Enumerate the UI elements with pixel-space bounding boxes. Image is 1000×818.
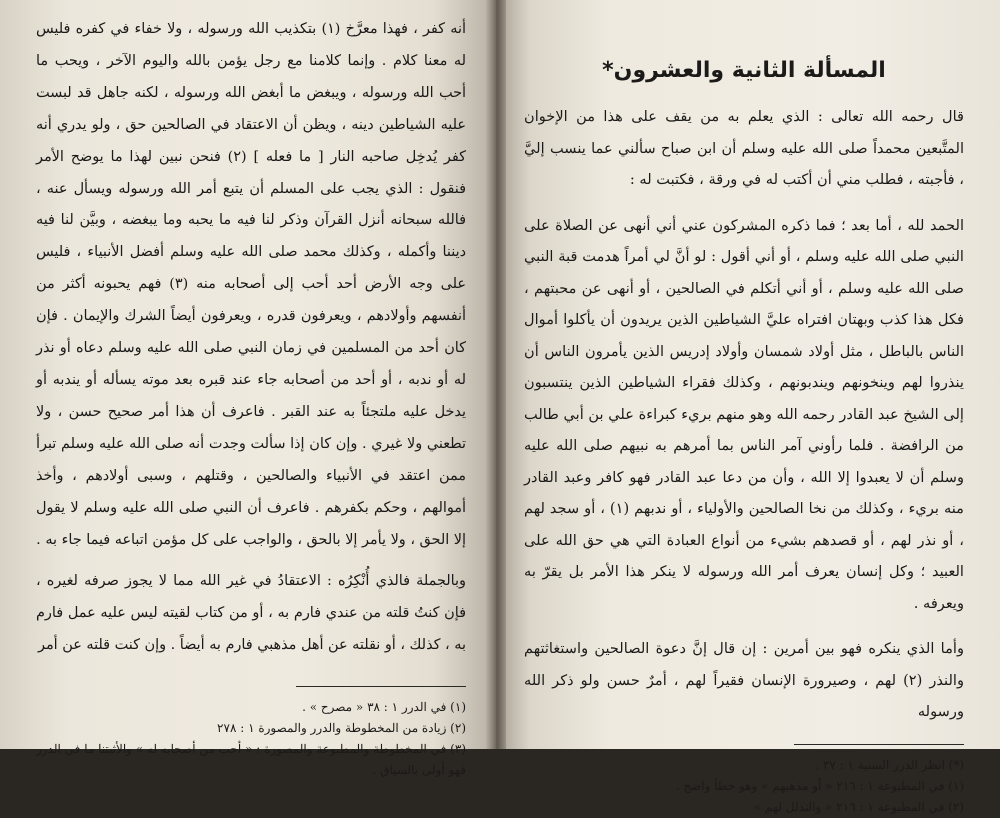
left-paragraph-2: وبالجملة فالذي أُنْكِرُه : الاعتقادُ في غير الله مما لا يجوز صرفه لغيره ، فإن كنتُ قلته من عندي فارم به ، أو من كتاب لقيته ليس عليه عمل فارم به ، كذلك ، أو نقلته عن أهل مذهبي فارم به أيضاً . وإن كنت قلته عن أمر bbox=[36, 573, 466, 654]
left-footnotes bbox=[36, 697, 466, 781]
footnote: (٣) في المخطوطة والمطبوعة والمصورة : « أحب من أصحابه له » والأثبتنا ما في الدرر فهو أولى بالسياق . bbox=[35, 742, 466, 778]
footnote-separator bbox=[296, 686, 466, 687]
left-page-body bbox=[36, 14, 466, 662]
footnote: (١) في المطبوعة ١ : ٢١٦ « أو مذهبهم » وهو خطأ واضح . bbox=[675, 778, 964, 793]
left-paragraph-1: أنه كفر ، فهذا معرَّخ (١) بتكذيب الله ورسوله ، ولا خفاء في كفره فليس له معنا كلام . وإنما كلامنا مع رجل يؤمن بالله واليوم الآخر ، ويحب ما أحب الله ورسوله ، ويبغض ما أبغض الله ورسوله ، لكنه جاهل قد لبست عليه الشياطين دينه ، ويظن أن الاعتقاد في الصالحين حق ، ولو يدري أنه كفر يُدخِل صاحبه النار [ ما فعله ] (٢) فنحن نبين لهذا ما يوضح الأمر فنقول : الذي يجب على المسلم أن يتبع أمر الله ورسوله ويسأل عنه ، فالله سبحانه أنزل القرآن وذكر لنا فيه ما يحبه وما يبغضه ، وبيَّن لنا فيه ديننا وأكمله ، وكذلك محمد صلى الله عليه وسلم أفضل الأنبياء ، فليس على وجه الأرض أحد أحب إلى أصحابه منه (٣) فهم يحبونه أكثر من أنفسهم وأولادهم ، ويعرفون قدره ، ويعرفون أيضاً الشرك والإيمان . فإن كان أحد من المسلمين في زمان النبي صلى الله عليه وسلم دعاه أو نذر له أو ندبه ، أو أحد من أصحابه جاء عند قبره بعد موته يسأله أو يندبه أو يدخل عليه ملتجئاً به عند القبر . فاعرف أن هذا أمر صحيح حسن ، ولا تطعني ولا غيري . وإن كان إذا سألت وجدت أنه صلى الله عليه وسلم تبرأ ممن اعتقد في الأنبياء والصالحين ، وقتلهم ، وسبى أولادهم ، وأخذ أموالهم ، وحكم بكفرهم . فاعرف أن النبي صلى الله عليه وسلم لا يقول إلا الحق ، ولا يأمر إلا بالحق ، والواجب على كل مؤمن اتباعه فيما جاء به . bbox=[36, 21, 466, 548]
footnote: (١) في الدرر ١ : ٣٨ « مصرح » . bbox=[302, 700, 466, 715]
book-gutter bbox=[486, 0, 506, 749]
right-page bbox=[500, 0, 1000, 814]
footnote: (٢) في المطبوعة ١ : ٢١٦ « والتذلل لهم » bbox=[753, 799, 964, 814]
footnote: (*) انظر الدرر السنية ١ : ٣٧ . bbox=[815, 757, 964, 772]
right-paragraph-2: الحمد لله ، أما بعد ؛ فما ذكره المشركون عني أني أنهى عن الصلاة على النبي صلى الله عليه وسلم ، أو أني أقول : لو أنَّ لي أمراً هدمت قبة النبي صلى الله عليه وسلم ، أو أني أتكلم في الصالحين ، أو أنهى عن محبتهم ، فكل هذا كذب وبهتان افتراه عليَّ الشياطين الذين يريدون أن يأكلوا أموال الناس بالباطل ، مثل أولاد شمسان وأولاد إدريس الذين يأمرون الناس أن ينذروا لهم وينخونهم ويندبونهم ، وكذلك فقراء الشياطين الذين ينتسبون إلى الشيخ عبد القادر رحمه الله وهو منهم بريء كبراءة علي بن أبي طالب من الرافضة . فلما رأوني آمر الناس بما أمرهم به نبيهم صلى الله عليه وسلم أن لا يعبدوا إلا الله ، وأن من دعا عبد القادر فهو كافر وعبد القادر منه بريء ، وكذلك من نخا الصالحين والأولياء ، أو ندبهم (١) ، أو سجد لهم ، أو نذر لهم ، أو قصدهم بشيء من أنواع العبادة التي هي حق الله على العبيد ؛ وكل إنسان يعرف أمر الله ورسوله لا ينكر هذا الأمر بل يقرّ به ويعرفه . bbox=[524, 216, 964, 612]
footnote: (٢) زيادة من المخطوطة والدرر والمصورة ١ : ٢٧٨ bbox=[217, 721, 466, 736]
right-footnotes bbox=[524, 755, 964, 818]
left-page bbox=[0, 0, 492, 778]
right-paragraph-3: وأما الذي ينكره فهو بين أمرين : إن قال إنَّ دعوة الصالحين واستغاثتهم والنذر (٢) لهم ، وصيرورة الإنسان فقيراً لهم ، أمرٌ حسن ولو ذكر الله ورسوله bbox=[524, 640, 964, 720]
right-page-body bbox=[524, 101, 964, 728]
footnote-separator bbox=[794, 744, 964, 745]
right-paragraph-1: قال رحمه الله تعالى : الذي يعلم به من يقف على هذا من الإخوان المتَّبعين محمداً صلى الله عليه وسلم أن ابن صباح سألني عما ينسب إليَّ ، فأجبته ، فطلب مني أن أكتب له في ورقة ، فكتبت له : bbox=[524, 108, 964, 188]
chapter-heading: المسألة الثانية والعشرون* bbox=[602, 58, 886, 83]
